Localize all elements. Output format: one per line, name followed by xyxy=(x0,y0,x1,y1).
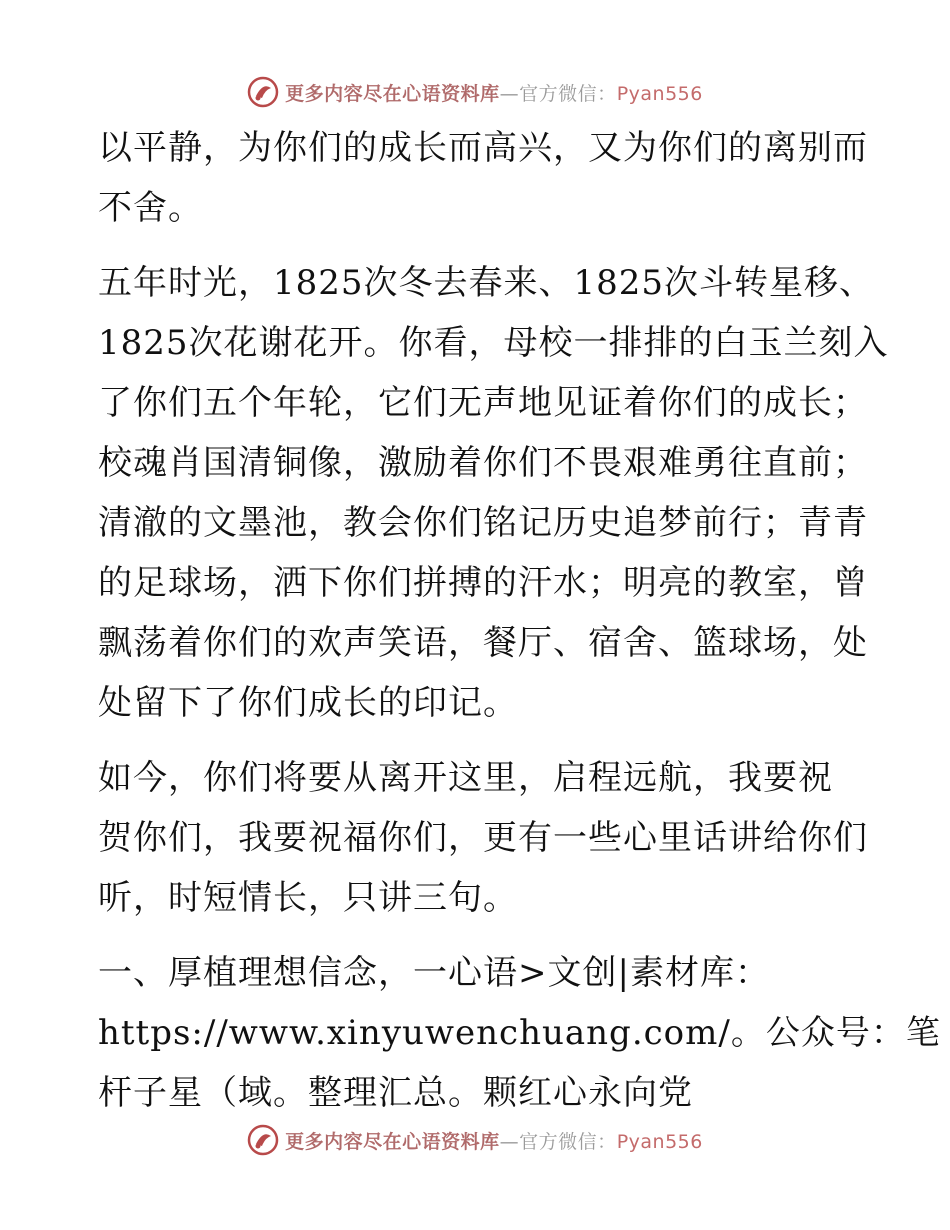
paragraph-2 xyxy=(98,253,889,733)
text-line: 1825次花谢花开。你看，母校一排排的白玉兰刻入 xyxy=(98,323,889,363)
text-line: 不舍。 xyxy=(98,188,203,228)
text-line: 贺你们，我要祝福你们，更有一些心里话讲给你们 xyxy=(98,818,868,858)
paragraph-4 xyxy=(98,943,941,1123)
watermark-id: Pyan556 xyxy=(616,82,703,105)
text-line: 的足球场，洒下你们拼搏的汗水；明亮的教室，曾 xyxy=(98,563,868,603)
watermark-text xyxy=(285,79,703,106)
text-line: 处留下了你们成长的印记。 xyxy=(98,683,518,723)
logo-icon xyxy=(247,1124,279,1156)
text-line: 一、厚植理想信念，一心语>文创|素材库： xyxy=(98,953,770,993)
watermark-main: 更多内容尽在心语资料库 xyxy=(285,82,500,105)
text-line: 以平静，为你们的成长而高兴，又为你们的离别而 xyxy=(98,128,868,168)
paragraph-1 xyxy=(98,118,868,238)
header-watermark xyxy=(0,72,950,112)
document-body xyxy=(98,118,941,1123)
text-line: 了你们五个年轮，它们无声地见证着你们的成长； xyxy=(98,383,868,423)
watermark-tail: 官方微信： xyxy=(519,82,617,105)
text-line: 五年时光，1825次冬去春来、1825次斗转星移、 xyxy=(98,263,875,303)
watermark-tail: 官方微信： xyxy=(519,1130,617,1153)
text-line: 清澈的文墨池，教会你们铭记历史追梦前行；青青 xyxy=(98,503,868,543)
text-line: 听，时短情长，只讲三句。 xyxy=(98,878,518,918)
watermark-separator: — xyxy=(499,1130,520,1153)
text-line: 飘荡着你们的欢声笑语，餐厅、宿舍、篮球场，处 xyxy=(98,623,868,663)
watermark-main: 更多内容尽在心语资料库 xyxy=(285,1130,500,1153)
text-line: 校魂肖国清铜像，激励着你们不畏艰难勇往直前； xyxy=(98,443,868,483)
watermark-id: Pyan556 xyxy=(616,1130,703,1153)
text-line: 如今，你们将要从离开这里，启程远航，我要祝 xyxy=(98,758,833,798)
text-line: 杆子星（域。整理汇总。颗红心永向党 xyxy=(98,1073,693,1113)
logo-icon xyxy=(247,76,279,108)
watermark-text xyxy=(285,1127,703,1154)
text-line: https://www.xinyuwenchuang.com/。公众号：笔 xyxy=(98,1013,941,1053)
paragraph-3 xyxy=(98,748,868,928)
footer-watermark xyxy=(0,1120,950,1160)
watermark-separator: — xyxy=(499,82,520,105)
